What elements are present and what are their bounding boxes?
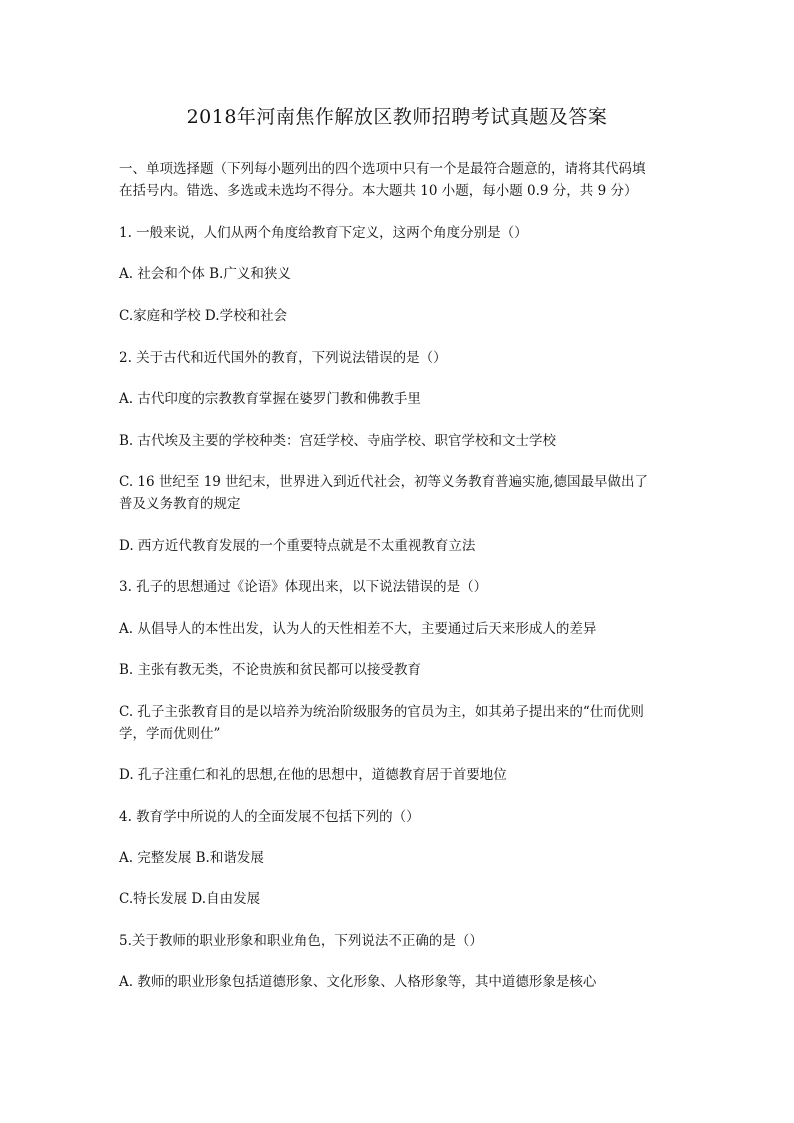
q1-stem: 1. 一般来说，人们从两个角度给教育下定义，这两个角度分别是（）	[119, 225, 528, 241]
document-title: 2018年河南焦作解放区教师招聘考试真题及答案	[186, 106, 608, 128]
q4-options-ab: A. 完整发展 B.和谐发展	[119, 850, 264, 866]
q3-option-c-line-1: C. 孔子主张教育目的是以培养为统治阶级服务的官员为主，如其弟子提出来的“仕而优则	[119, 704, 644, 720]
section-header-line-2: 在括号内。错选、多选或未选均不得分。本大题共 10 小题，每小题 0.9 分，共 9 分）	[119, 183, 638, 199]
q1-options-ab: A. 社会和个体 B.广义和狭义	[119, 266, 291, 282]
q5-option-a: A. 教师的职业形象包括道德形象、文化形象、人格形象等，其中道德形象是核心	[119, 974, 597, 990]
q2-option-c-line-1: C. 16 世纪至 19 世纪末，世界进入到近代社会，初等义务教育普遍实施,德国最早做出了	[119, 474, 648, 490]
q2-option-c-line-2: 普及义务教育的规定	[119, 496, 241, 512]
q4-stem: 4. 教育学中所说的人的全面发展不包括下列的（）	[119, 809, 420, 825]
q3-option-b: B. 主张有教无类，不论贵族和贫民都可以接受教育	[119, 662, 422, 678]
q3-option-c-line-2: 学，学而优则仕”	[119, 726, 221, 742]
q2-option-a: A. 古代印度的宗教教育掌握在婆罗门教和佛教手里	[119, 391, 421, 407]
q5-stem: 5.关于教师的职业形象和职业角色，下列说法不正确的是（）	[119, 933, 483, 949]
q2-option-d: D. 西方近代教育发展的一个重要特点就是不太重视教育立法	[119, 538, 476, 554]
q3-option-d: D. 孔子注重仁和礼的思想,在他的思想中，道德教育居于首要地位	[119, 767, 507, 783]
q2-stem: 2. 关于古代和近代国外的教育，下列说法错误的是（）	[119, 350, 447, 366]
q1-options-cd: C.家庭和学校 D.学校和社会	[119, 308, 288, 324]
q3-option-a: A. 从倡导人的本性出发，认为人的天性相差不大，主要通过后天来形成人的差异	[119, 621, 597, 637]
q4-options-cd: C.特长发展 D.自由发展	[119, 891, 261, 907]
q2-option-b: B. 古代埃及主要的学校种类：宫廷学校、寺庙学校、职官学校和文士学校	[119, 433, 557, 449]
section-header-line-1: 一、单项选择题（下列每小题列出的四个选项中只有一个是最符合题意的，请将其代码填	[119, 161, 646, 177]
q3-stem: 3. 孔子的思想通过《论语》体现出来，以下说法错误的是（）	[119, 579, 488, 595]
